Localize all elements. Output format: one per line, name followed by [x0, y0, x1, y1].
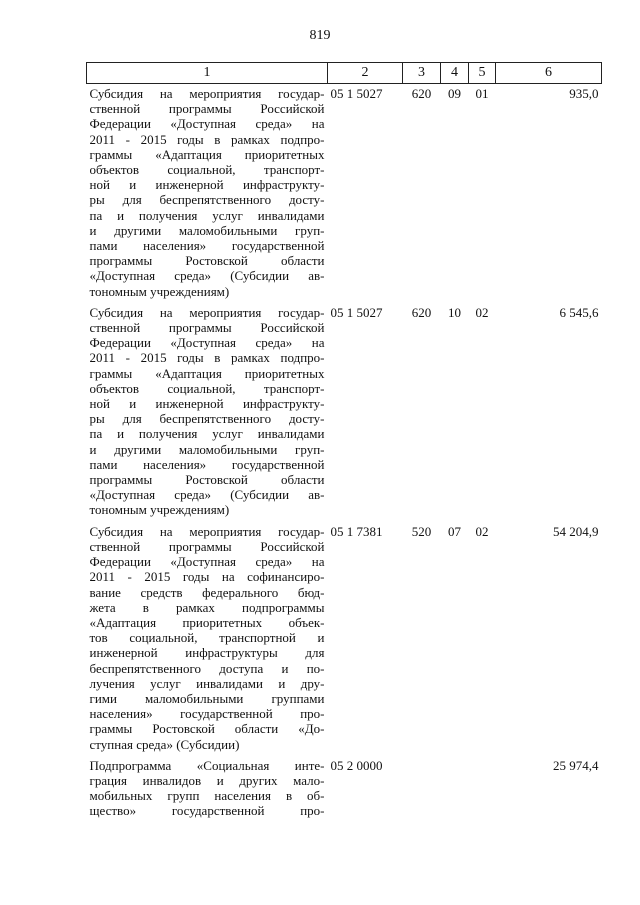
- column-header-3: 3: [403, 63, 441, 84]
- row-description: [87, 84, 328, 303]
- description-line: ной и инженерной инфраструкту-: [89, 396, 325, 412]
- target-article-code: 05 2 0000: [330, 757, 383, 773]
- target-article-code: 05 1 5027: [330, 86, 383, 101]
- description-line: ственной программы Российской: [89, 101, 325, 117]
- description-line: ступная среда» (Субсидии): [89, 736, 240, 752]
- column-header-4: 4: [441, 63, 469, 84]
- amount-value: 25 974,4: [553, 757, 599, 773]
- target-article-code: 05 1 5027: [330, 304, 383, 320]
- description-line: пами населения» государственной: [89, 456, 325, 472]
- target-article-code: 05 1 7381: [330, 523, 383, 539]
- description-line: Субсидия на мероприятия государ-: [89, 304, 325, 320]
- amount-value: 54 204,9: [553, 523, 599, 539]
- table-row: [87, 84, 602, 303]
- description-line: объектов социальной, транспорт-: [89, 162, 325, 178]
- section-code: 10: [448, 304, 461, 320]
- description-line: жета в рамках подпрограммы: [89, 599, 325, 615]
- description-line: Субсидия на мероприятия государ-: [89, 523, 325, 539]
- row-description: [87, 303, 328, 522]
- expense-type-code: 520: [411, 523, 432, 539]
- description-line: лучения услуг инвалидами и дру-: [89, 675, 325, 691]
- subsection-code: [469, 756, 496, 823]
- subsection-code: 02: [475, 304, 489, 320]
- subsection-code: 02: [475, 523, 489, 539]
- section-code: 07: [448, 523, 461, 539]
- row-description: [87, 522, 328, 756]
- column-header-2: 2: [328, 63, 403, 84]
- description-line: «Адаптация приоритетных объек-: [89, 614, 325, 630]
- description-line: па и получения услуг инвалидами: [89, 426, 325, 442]
- description-line: грация инвалидов и других мало-: [89, 772, 325, 788]
- description-line: тов социальной, транспортной и: [89, 630, 325, 646]
- description-line: ной и инженерной инфраструкту-: [89, 177, 325, 193]
- description-line: па и получения услуг инвалидами: [89, 207, 325, 223]
- table-row: [87, 303, 602, 522]
- description-line: тономным учреждениям): [89, 283, 230, 299]
- section-code: [441, 756, 469, 823]
- description-line: пами населения» государственной: [89, 238, 325, 254]
- description-line: ры для беспрепятственного досту-: [89, 411, 325, 427]
- description-line: «Доступная среда» (Субсидии ав-: [89, 487, 325, 503]
- column-header-6: 6: [496, 63, 602, 84]
- page-number: 819: [309, 28, 331, 43]
- description-line: программы Ростовской области: [89, 253, 325, 269]
- column-header-5: 5: [469, 63, 496, 84]
- description-line: беспрепятственного доступа и по-: [89, 660, 325, 676]
- description-line: Федерации «Доступная среда» на: [89, 554, 325, 570]
- description-line: программы Ростовской области: [89, 472, 325, 488]
- expense-type-code: 620: [411, 304, 432, 320]
- column-header-1: 1: [87, 63, 328, 84]
- description-line: 2011 - 2015 годы в рамках подпро-: [89, 350, 325, 366]
- description-line: мобильных групп населения в об-: [89, 788, 325, 804]
- expense-type-code: [403, 756, 441, 823]
- description-line: «Доступная среда» (Субсидии ав-: [89, 268, 325, 284]
- description-line: Федерации «Доступная среда» на: [89, 335, 325, 351]
- description-line: инженерной инфраструктуры для: [89, 645, 325, 661]
- amount-value: 935,0: [569, 86, 599, 101]
- description-line: ры для беспрепятственного досту-: [89, 192, 325, 208]
- description-line: 2011 - 2015 годы в рамках подпро-: [89, 131, 325, 147]
- description-line: 2011 - 2015 годы на софинансиро-: [89, 569, 325, 585]
- description-line: Федерации «Доступная среда» на: [89, 116, 325, 132]
- section-code: 09: [448, 86, 461, 101]
- description-line: Субсидия на мероприятия государ-: [89, 86, 325, 101]
- description-line: граммы «Адаптация приоритетных: [89, 146, 325, 162]
- amount-value: 6 545,6: [559, 304, 599, 320]
- budget-table: [86, 62, 602, 823]
- expense-type-code: 620: [411, 86, 432, 101]
- description-line: гими маломобильными группами: [89, 690, 325, 706]
- description-line: граммы «Адаптация приоритетных: [89, 365, 325, 381]
- description-line: вание средств федерального бюд-: [89, 584, 325, 600]
- description-line: тономным учреждениям): [89, 502, 230, 518]
- description-line: и другими маломобильными груп-: [89, 441, 325, 457]
- description-line: и другими маломобильными груп-: [89, 222, 325, 238]
- column-number-row: [87, 63, 602, 84]
- description-line: щество» государственной про-: [89, 803, 325, 819]
- table-row: [87, 522, 602, 756]
- table-row: [87, 756, 602, 823]
- subsection-code: 01: [475, 86, 489, 101]
- description-line: объектов социальной, транспорт-: [89, 380, 325, 396]
- row-description: [87, 756, 328, 823]
- description-line: граммы Ростовской области «До-: [89, 721, 325, 737]
- description-line: населения» государственной про-: [89, 706, 325, 722]
- description-line: ственной программы Российской: [89, 538, 325, 554]
- description-line: ственной программы Российской: [89, 320, 325, 336]
- description-line: Подпрограмма «Социальная инте-: [89, 757, 325, 773]
